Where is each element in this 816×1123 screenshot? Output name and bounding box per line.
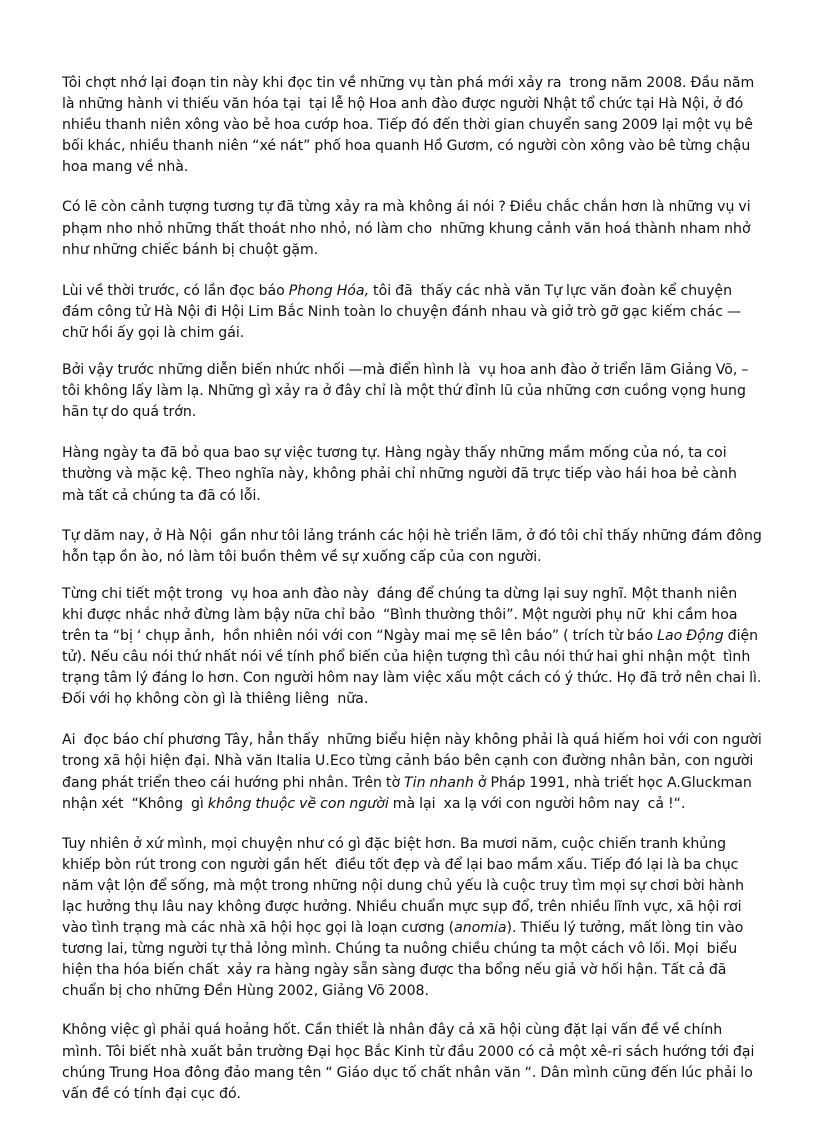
paragraph-6 (62, 526, 766, 568)
italic-text: không thuộc về con người (207, 795, 389, 812)
text-segment: ). Thiếu lý tưởng, mất lòng tin vào tương lai, từng người tự thả lỏng mình. Chúng ta nuông chiều chúng ta một cách vô lối. Mọi biểu hiện tha hóa biến chất xảy ra hàng ngày sẵn sàng được tha bổng nếu giả vờ hối hận. Tất cả đã chuẩn bị cho những Đền Hùng 2002, Giảng Võ 2008. (62, 920, 748, 1000)
italic-text: Tin nhanh (404, 774, 474, 791)
text-segment: Tự dăm nay, ở Hà Nội gần như tôi lảng tránh các hội hè triển lãm, ở đó tôi chỉ thấy những đám đông hỗn tạp ồn ào, nó làm tôi buồn thêm về sự xuống cấp của con người. (62, 527, 766, 565)
document-page (62, 73, 766, 1123)
paragraph-1 (62, 73, 762, 178)
paragraph-10 (62, 1020, 762, 1104)
italic-text: Phong Hóa, (288, 282, 370, 299)
text-segment: Tôi chợt nhớ lại đoạn tin này khi đọc tin về những vụ tàn phá mới xảy ra trong năm 2008. Đầu năm là những hành vi thiếu văn hóa tại tại lễ hộ Hoa anh đào được người Nhật tổ chức tại Hà Nội, ở đó nhiều thanh niên xông vào bẻ hoa cướp hoa. Tiếp đó đến thời gian chuyển sang 2009 lại một vụ bê bối khác, nhiều thanh niên “xé nát” phố hoa quanh Hồ Gươm, có người còn xông vào bê từng chậu hoa mang về nhà. (62, 75, 759, 176)
text-segment: Tuy nhiên ở xứ mình, mọi chuyện như có gì đặc biệt hơn. Ba mươi năm, cuộc chiến tranh khủng khiếp bòn rút trong con người gần hết điều tốt đẹp và để lại bao mầm xấu. Tiếp đó lại là ba chục năm vật lộn để sống, mà một trong những nội dung chủ yếu là cuộc truy tìm mọi sự chơi bời hành lạc hưởng thụ lâu nay không được hưởng. Nhiều chuẩn mực sụp đổ, trên nhiều lĩnh vực, xã hội rơi vào tình trạng mà các nhà xã hội học gọi là loạn cương ( (62, 835, 749, 937)
text-segment: Có lẽ còn cảnh tượng tương tự đã từng xảy ra mà không ái nói ? Điều chắc chắn hơn là những vụ vi phạm nho nhỏ những thất thoát nho nhỏ, nó làm cho những khung cảnh văn hoá thành nham nhở như những chiếc bánh bị chuột gặm. (62, 199, 755, 258)
text-segment: ở Pháp 1991, nhà triết học A.Gluckman nhận xét “Không gì (62, 774, 756, 812)
text-segment: Lùi về thời trước, có lần đọc báo (62, 282, 289, 299)
text-segment: Ai đọc báo chí phương Tây, hẳn thấy những biểu hiện này không phải là quá hiếm hoi với con người trong xã hội hiện đại. Nhà văn Italia U.Eco từng cảnh báo bên cạnh con đường nhân bản, con người đang phát triển theo cái hướng phi nhân. Trên tờ (62, 732, 766, 791)
text-segment: điện tử). Nếu câu nói thứ nhất nói về tính phổ biến của hiện tượng thì câu nói thứ hai ghi nhận một tình trạng tâm lý đáng lo hơn. Con người hôm nay làm việc xấu một cách có ý thức. Họ đã trở nên chai lì. Đối với họ không còn gì là thiêng liêng nữa. (62, 627, 766, 708)
text-segment: Từng chi tiết một trong vụ hoa anh đào này đáng để chúng ta dừng lại suy nghĩ. Một thanh niên khi được nhắc nhở đừng làm bậy nữa chỉ bảo “Bình thường thôi”. Một người phụ nữ khi cầm hoa trên ta “bị ‘ chụp ảnh, hồn nhiên nói với con “Ngày mai mẹ sẽ lên báo” ( trích từ báo (62, 585, 742, 644)
italic-text: Lao Động (657, 627, 724, 644)
italic-text: anomia (454, 920, 507, 937)
text-segment: Không việc gì phải quá hoảng hốt. Cần thiết là nhân đây cả xã hội cùng đặt lại vấn đề về chính mình. Tôi biết nhà xuất bản trường Đại học Bắc Kinh từ đầu 2000 có cả một xê-ri sách hướng tới đại chúng Trung Hoa đông đảo mang tên “ Giáo dục tố chất nhân văn “. Dân mình cũng đến lúc phải lo vấn đề có tính đại cục đó. (62, 1022, 759, 1102)
paragraph-3 (62, 281, 762, 344)
paragraph-8 (62, 730, 766, 814)
text-segment: Hàng ngày ta đã bỏ qua bao sự việc tương tự. Hàng ngày thấy những mầm mống của nó, ta coi thường và mặc kệ. Theo nghĩa này, không phải chỉ những người đã trực tiếp vào hái hoa bẻ cành mà tất cả chúng ta đã có lỗi. (62, 445, 741, 504)
paragraph-9 (62, 834, 762, 1003)
paragraph-4 (62, 360, 762, 423)
text-segment: mà lại xa lạ với con người hôm nay cả !“. (388, 795, 686, 812)
text-segment: Bởi vậy trước những diễn biến nhức nhối —mà điển hình là vụ hoa anh đào ở triển lãm Giảng Võ, – tôi không lấy làm lạ. Những gì xảy ra ở đây chỉ là một thứ đỉnh lũ của những cơn cuồng vọng hung hãn tự do quá trớn. (62, 362, 753, 421)
text-segment: tôi đã thấy các nhà văn Tự lực văn đoàn kể chuyện đám công tử Hà Nội đi Hội Lim Bắc Ninh toàn lo chuyện đánh nhau và giở trò gỡ gạc kiếm chác — chữ hồi ấy gọi là chim gái. (62, 282, 746, 341)
paragraph-7 (62, 584, 766, 711)
paragraph-5 (62, 443, 762, 506)
paragraph-2 (62, 197, 762, 260)
